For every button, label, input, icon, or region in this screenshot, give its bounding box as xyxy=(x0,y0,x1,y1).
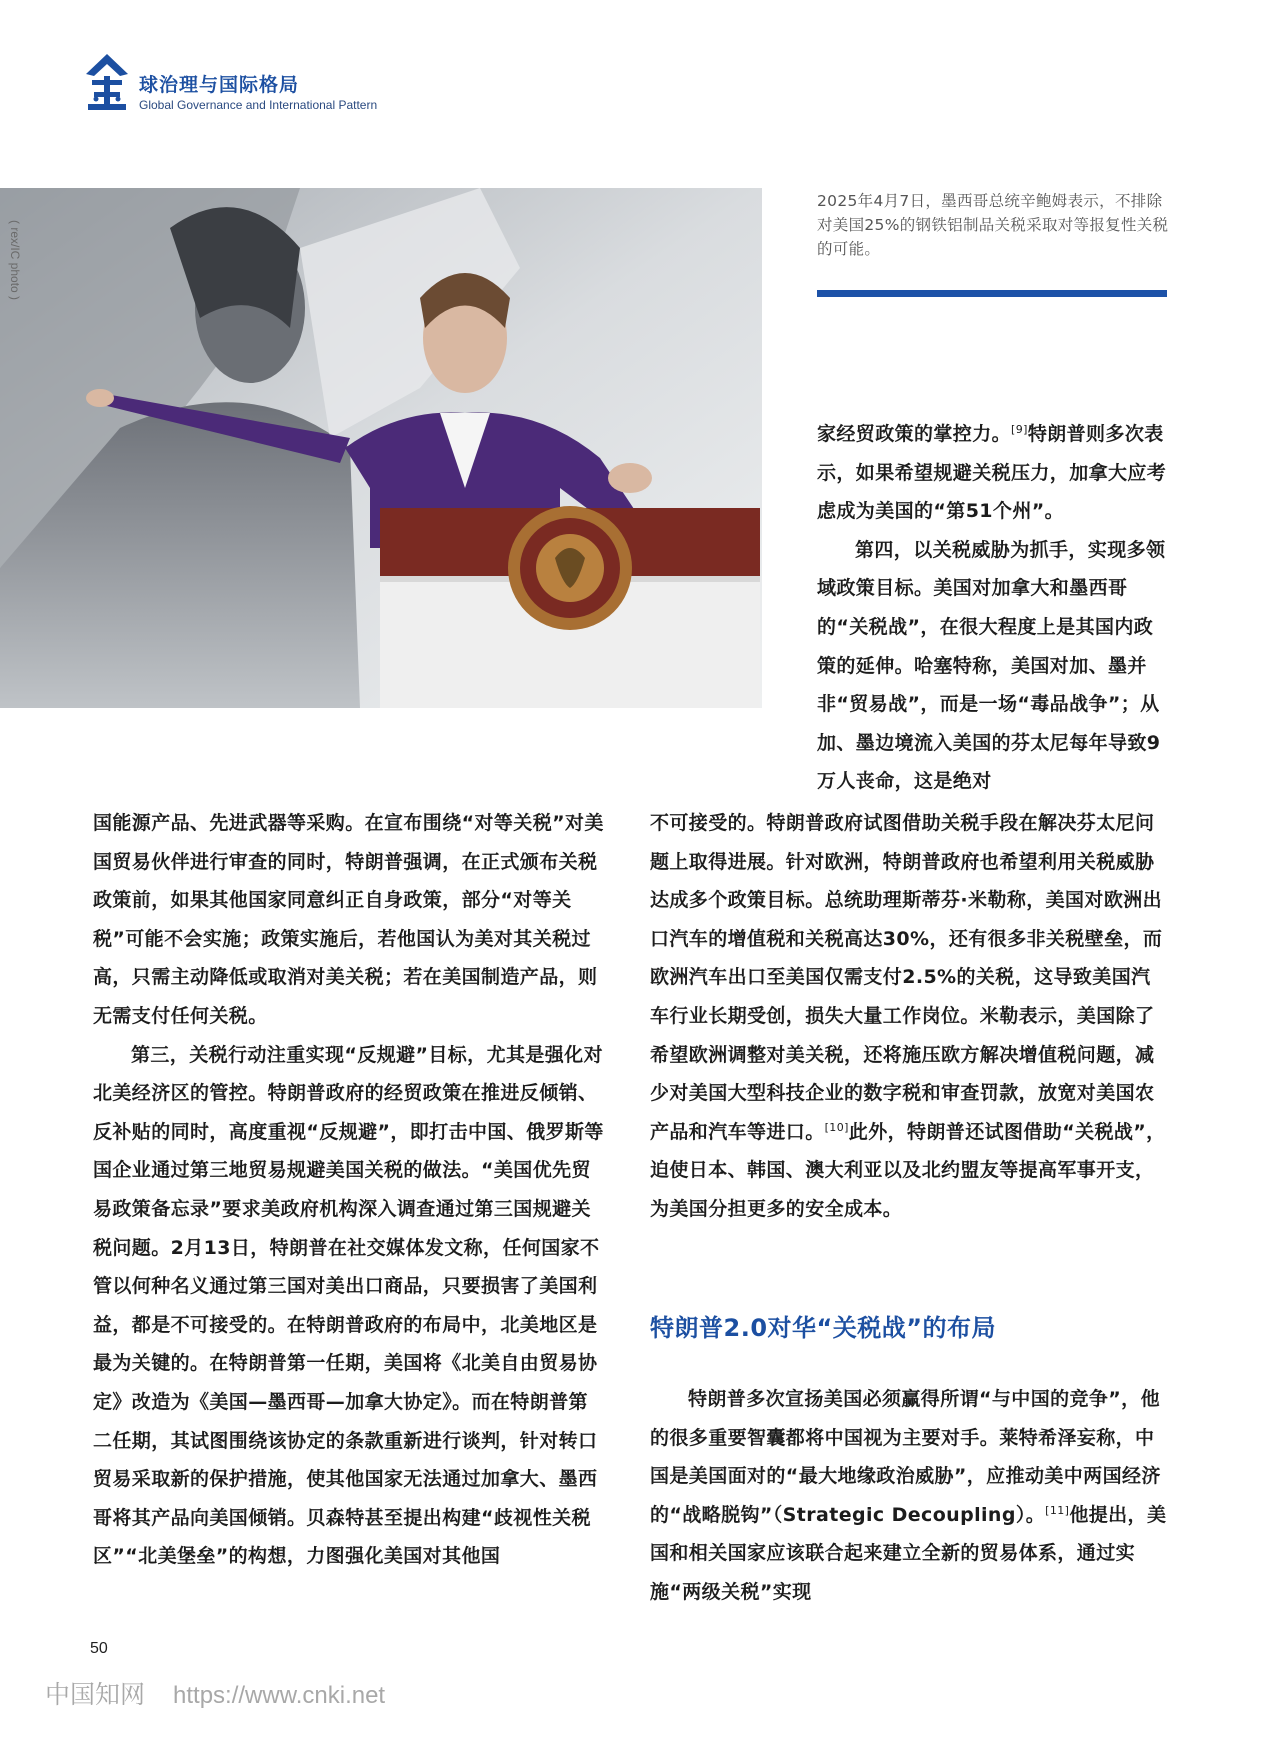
footnote-ref[interactable]: [10] xyxy=(824,1120,849,1134)
photo-credit: ( rex/IC photo ) xyxy=(8,220,22,301)
article-photo xyxy=(0,188,762,708)
paragraph: 不可接受的。特朗普政府试图借助关税手段在解决芬太尼问题上取得进展。针对欧洲，特朗普政府也希望利用关税威胁达成多个政策目标。总统助理斯蒂芬·米勒称，美国对欧洲出口汽车的增值税和关税高达30%，还有很多非关税壁垒，而欧洲汽车出口至美国仅需支付2.5%的关税，这导致美国汽车行业长期受创，损失大量工作岗位。米勒表示，美国除了希望欧洲调整对美关税，还将施压欧方解决增值税问题，减少对美国大型科技企业的数字税和审查罚款，放宽对美国农产品和汽车等进口。[10]此外，特朗普还试图借助“关税战”，迫使日本、韩国、澳大利亚以及北约盟友等提高军事开支，为美国分担更多的安全成本。 xyxy=(650,812,1166,1220)
right-column-upper xyxy=(817,415,1169,801)
paragraph: 国能源产品、先进武器等采购。在宣布围绕“对等关税”对美国贸易伙伴进行审查的同时，特朗普强调，在正式颁布关税政策前，如果其他国家同意纠正自身政策，部分“对等关税”可能不会实施；政策实施后，若他国认为美对其关税过高，只需主动降低或取消对美关税；若在美国制造产品，则无需支付任何关税。 xyxy=(93,812,604,1027)
section-heading: 特朗普2.0对华“关税战”的布局 xyxy=(650,1314,997,1342)
right-column-lower xyxy=(650,804,1168,1229)
journal-title: 球治理与国际格局 xyxy=(139,74,300,96)
footnote-ref[interactable]: [9] xyxy=(1011,423,1028,436)
left-column xyxy=(93,804,607,1576)
paragraph: 第四，以关税威胁为抓手，实现多领域政策目标。美国对加拿大和墨西哥的“关税战”，在很大程度上是其国内政策的延伸。哈塞特称，美国对加、墨并非“贸易战”，而是一场“毒品战争”；从加、墨边境流入美国的芬太尼每年导致9万人丧命，这是绝对 xyxy=(817,538,1166,793)
watermark-url[interactable]: https://www.cnki.net xyxy=(173,1682,386,1709)
footnote-ref[interactable]: [11] xyxy=(1045,1503,1070,1517)
watermark-brand: 中国知网 xyxy=(45,1681,146,1709)
journal-logo-icon xyxy=(82,52,132,112)
journal-subtitle: Global Governance and International Pattern xyxy=(139,98,378,112)
section-body xyxy=(650,1380,1168,1612)
paragraph: 第三，关税行动注重实现“反规避”目标，尤其是强化对北美经济区的管控。特朗普政府的经贸政策在推进反倾销、反补贴的同时，高度重视“反规避”，即打击中国、俄罗斯等国企业通过第三地贸易规避美国关税的做法。“美国优先贸易政策备忘录”要求美政府机构深入调查通过第三国规避关税问题。2月13日，特朗普在社交媒体发文称，任何国家不管以何种名义通过第三国对美出口商品，只要损害了美国利益，都是不可接受的。在特朗普政府的布局中，北美地区是最为关键的。在特朗普第一任期，美国将《北美自由贸易协定》改造为《美国—墨西哥—加拿大协定》。而在特朗普第二任期，其试图围绕该协定的条款重新进行谈判，针对转口贸易采取新的保护措施，使其他国家无法通过加拿大、墨西哥将其产品向美国倾销。贝森特甚至提出构建“歧视性关税区”“北美堡垒”的构想，力图强化美国对其他国 xyxy=(93,1043,604,1568)
page-number: 50 xyxy=(90,1640,108,1657)
photo-caption: 2025年4月7日，墨西哥总统辛鲍姆表示，不排除对美国25%的钢铁铝制品关税采取对等报复性关税的可能。 xyxy=(817,192,1169,258)
caption-divider xyxy=(817,290,1167,297)
paragraph: 特朗普多次宣扬美国必须赢得所谓“与中国的竞争”，他的很多重要智囊都将中国视为主要对手。莱特希泽妄称，中国是美国面对的“最大地缘政治威胁”，应推动美中两国经济的“战略脱钩”（Strategic Decoupling）。[11]他提出，美国和相关国家应该联合起来建立全新的贸易体系，通过实施“两级关税”实现 xyxy=(650,1388,1167,1603)
paragraph: 家经贸政策的掌控力。[9]特朗普则多次表示，如果希望规避关税压力，加拿大应考虑成为美国的“第51个州”。 xyxy=(817,423,1167,523)
watermark xyxy=(45,1675,385,1711)
